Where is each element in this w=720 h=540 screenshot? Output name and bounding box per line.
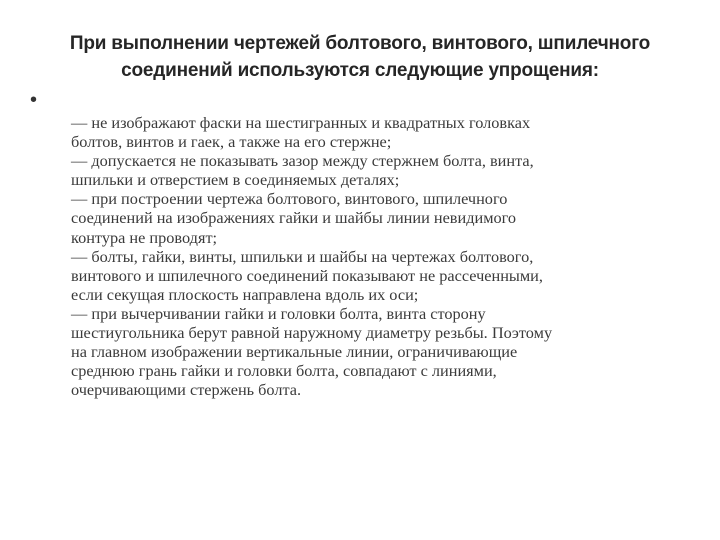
text-line: болтов, винтов и гаек, а также на его стержне; [71, 132, 392, 152]
text-line: контура не проводят; [71, 227, 218, 247]
text-line: среднюю грань гайки и головки болта, совпадают с линиями, [71, 361, 497, 381]
text-line: винтового и шпилечного соединений показывают не рассеченными, [71, 265, 543, 285]
text-line: соединений на изображениях гайки и шайбы линии невидимого [71, 208, 517, 228]
text-line: — при построении чертежа болтового, винтового, шпилечного [71, 189, 508, 209]
text-line: шестиугольника берут равной наружному диаметру резьбы. Поэтому [71, 323, 553, 343]
text-line: очерчивающими стержень болта. [71, 380, 302, 400]
text-line: — болты, гайки, винты, шпильки и шайбы на чертежах болтового, [71, 246, 534, 266]
text-line: — допускается не показывать зазор между стержнем болта, винта, [71, 151, 534, 171]
simplifications-text [71, 113, 671, 399]
slide-title-line-1: При выполнении чертежей болтового, винтового, шпилечного [69, 33, 651, 54]
text-line: на главном изображении вертикальные линии, ограничивающие [71, 342, 518, 362]
text-line: если секущая плоскость направлена вдоль их оси; [71, 284, 419, 304]
text-line: — не изображают фаски на шестигранных и квадратных головках [71, 113, 531, 132]
text-line: — при вычерчивании гайки и головки болта, винта сторону [71, 303, 486, 323]
slide-title-line-2: соединений используются следующие упрощения: [121, 60, 599, 81]
slide-title [40, 30, 680, 84]
bullet-marker: • [30, 89, 38, 111]
text-line: шпильки и отверстием в соединяемых деталях; [71, 170, 400, 190]
